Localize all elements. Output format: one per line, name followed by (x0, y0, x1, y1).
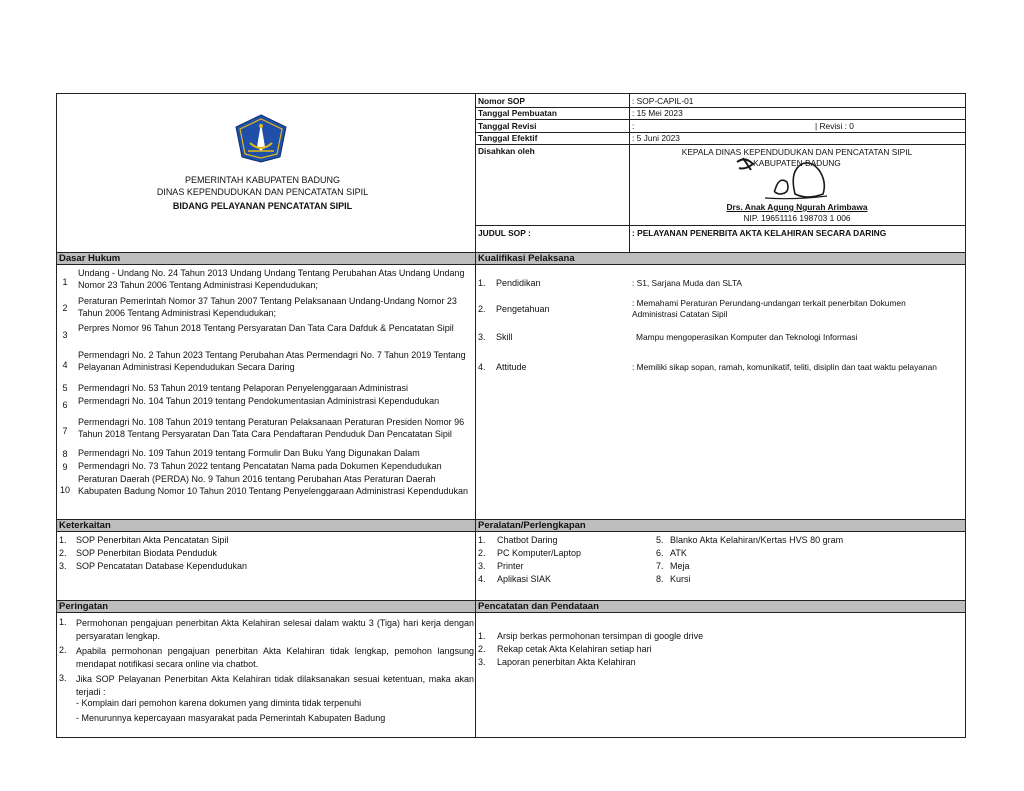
qual-value: : S1, Sarjana Muda dan SLTA (632, 278, 743, 288)
law-number: 9 (62, 462, 68, 472)
law-item: Permendagri No. 53 Tahun 2019 tentang Pelaporan Penyelenggaraan Administrasi (78, 383, 409, 393)
related-number: 3. (59, 561, 67, 571)
equipment-item: ATK (670, 548, 687, 558)
law-item: Permendagri No. 104 Tahun 2019 tentang Pendokumentasian Administrasi Kependudukan (78, 396, 440, 406)
equipment-number: 4. (478, 574, 486, 584)
equipment-number: 5. (656, 535, 664, 545)
pencatatan-header: Pencatatan dan Pendataan (476, 600, 965, 613)
meta-row-line (476, 144, 965, 145)
record-item: Arsip berkas permohonan tersimpan di google drive (497, 631, 704, 641)
warning-consequence: - Komplain dari pemohon karena dokumen yang diminta tidak terpenuhi (76, 698, 362, 708)
equipment-number: 3. (478, 561, 486, 571)
kualifikasi-header: Kualifikasi Pelaksana (476, 252, 965, 265)
qual-number: 4. (478, 362, 486, 372)
related-number: 2. (59, 548, 67, 558)
record-item: Laporan penerbitan Akta Kelahiran (497, 657, 636, 667)
disahkan-line-2: KABUPATEN BADUNG (753, 158, 841, 168)
judul-value: : PELAYANAN PENERBITA AKTA KELAHIRAN SECARA DARING (632, 228, 887, 238)
keterkaitan-header: Keterkaitan (57, 519, 475, 532)
law-number: 4 (62, 360, 68, 370)
column-divider (475, 94, 476, 737)
judul-label: JUDUL SOP : (478, 228, 531, 238)
equipment-item: Kursi (670, 574, 691, 584)
warning-consequence: - Menurunnya kepercayaan masyarakat pada Pemerintah Kabupaten Badung (76, 713, 386, 723)
pembuatan-value: : 15 Mei 2023 (632, 108, 683, 118)
qual-number: 2. (478, 304, 486, 314)
equipment-item: Blanko Akta Kelahiran/Kertas HVS 80 gram (670, 535, 844, 545)
revisi-label: Tanggal Revisi (478, 121, 537, 131)
law-item: Perpres Nomor 96 Tahun 2018 Tentang Persyaratan Dan Tata Cara Dafduk & Pencatatan Sipil (78, 323, 454, 333)
efektif-value: : 5 Juni 2023 (632, 133, 680, 143)
signature-icon (735, 154, 835, 202)
law-item: Undang - Undang No. 24 Tahun 2013 Undang Undang Tentang Perubahan Atas Undang Undang Nomor 23 Tahun 2006 Tentang Administrasi Kependudukan; (78, 268, 465, 290)
record-number: 1. (478, 631, 486, 641)
equipment-item: Aplikasi SIAK (497, 574, 552, 584)
related-number: 1. (59, 535, 67, 545)
record-number: 3. (478, 657, 486, 667)
org-line-2: DINAS KEPENDUDUKAN DAN PENCATATAN SIPIL (156, 187, 369, 197)
peringatan-header: Peringatan (57, 600, 475, 613)
pembuatan-label: Tanggal Pembuatan (478, 108, 557, 118)
nomor-label: Nomor SOP (478, 96, 525, 106)
warning-number: 2. (59, 645, 67, 655)
signer-nip: NIP. 19651116 198703 1 006 (743, 213, 851, 223)
equipment-item: Meja (670, 561, 690, 571)
related-sop: SOP Penerbitan Biodata Penduduk (76, 548, 217, 558)
disahkan-line-1: KEPALA DINAS KEPENDUDUKAN DAN PENCATATAN SIPIL (681, 147, 913, 157)
qual-label: Pengetahuan (496, 304, 550, 314)
signer-name: Drs. Anak Agung Ngurah Arimbawa (726, 202, 868, 212)
nomor-value: : SOP-CAPIL-01 (632, 96, 694, 106)
law-item: Peraturan Daerah (PERDA) No. 9 Tahun 2016 tentang Perubahan Atas Peraturan Daerah Kabupaten Badung Nomor 10 Tahun 2010 Tentang Penyelenggaraan Administrasi Kependudukan (78, 474, 468, 496)
related-sop: SOP Pencatatan Database Kependudukan (76, 561, 247, 571)
law-number: 3 (62, 330, 68, 340)
law-item: Permendagri No. 73 Tahun 2022 tentang Pencatatan Nama pada Dokumen Kependudukan (78, 461, 442, 471)
qual-value: : Memahami Peraturan Perundang-undangan terkait penerbitan Dokumen Administrasi Catatan Sipil (632, 298, 906, 319)
efektif-label: Tanggal Efektif (478, 133, 538, 143)
revisi-number: | Revisi : 0 (815, 121, 854, 131)
law-number: 1 (62, 277, 68, 287)
meta-divider (629, 94, 630, 253)
disahkan-label: Disahkan oleh (478, 146, 535, 156)
warning-item: Jika SOP Pelayanan Penerbitan Akta Kelahiran tidak dilaksanakan sesuai ketentuan, maka akan terjadi : (76, 674, 474, 697)
law-item: Permendagri No. 109 Tahun 2019 tentang Formulir Dan Buku Yang Digunakan Dalam (78, 448, 420, 458)
meta-row-line (476, 119, 965, 120)
warning-number: 1. (59, 617, 67, 627)
law-number: 7 (62, 426, 68, 436)
equipment-number: 7. (656, 561, 664, 571)
law-number: 8 (62, 449, 68, 459)
qual-label: Pendidikan (496, 278, 541, 288)
meta-row-line (476, 225, 965, 226)
qual-label: Skill (496, 332, 513, 342)
record-item: Rekap cetak Akta Kelahiran setiap hari (497, 644, 652, 654)
equipment-item: PC Komputer/Laptop (497, 548, 582, 558)
qual-label: Attitude (496, 362, 527, 372)
law-number: 5 (62, 383, 68, 393)
equipment-number: 6. (656, 548, 664, 558)
qual-value: : Memiliki sikap sopan, ramah, komunikatif, teliti, disiplin dan taat waktu pelayanan (632, 362, 937, 372)
equipment-number: 1. (478, 535, 486, 545)
law-number: 10 (60, 485, 71, 495)
revisi-value: : (632, 121, 635, 131)
qual-value: Mampu mengoperasikan Komputer dan Teknologi Informasi (636, 332, 858, 342)
warning-item: Permohonan pengajuan penerbitan Akta Kelahiran selesai dalam waktu 3 (Tiga) hari kerja dengan persyaratan lengkap. (76, 618, 474, 641)
equipment-number: 8. (656, 574, 664, 584)
law-number: 2 (62, 303, 68, 313)
law-item: Peraturan Pemerintah Nomor 37 Tahun 2007 Tentang Pelaksanaan Undang-Undang Nomor 23 Tahun 2006 Tentang Administrasi Kependudukan; (78, 296, 457, 318)
badung-emblem-icon (234, 113, 288, 163)
dasar-hukum-header: Dasar Hukum (57, 252, 475, 265)
record-number: 2. (478, 644, 486, 654)
law-item: Permendagri No. 2 Tahun 2023 Tentang Perubahan Atas Permendagri No. 7 Tahun 2019 Tentang Pelayanan Administrasi Kependudukan Secara Daring (78, 350, 466, 372)
org-line-3: BIDANG PELAYANAN PENCATATAN SIPIL (172, 201, 353, 211)
equipment-item: Printer (497, 561, 524, 571)
equipment-item: Chatbot Daring (497, 535, 558, 545)
peralatan-header: Peralatan/Perlengkapan (476, 519, 965, 532)
meta-row-line (476, 132, 965, 133)
equipment-number: 2. (478, 548, 486, 558)
warning-item: Apabila permohonan pengajuan penerbitan Akta Kelahiran tidak lengkap, pemohon langsung mendapat notifikasi secara online via chatbot. (76, 646, 474, 669)
warning-number: 3. (59, 673, 67, 683)
qual-number: 3. (478, 332, 486, 342)
org-line-1: PEMERINTAH KABUPATEN BADUNG (184, 175, 341, 185)
law-item: Permendagri No. 108 Tahun 2019 tentang Peraturan Pelaksanaan Peraturan Presiden Nomor 96 Tahun 2018 Tentang Persyaratan Dan Tata Cara Pendaftaran Penduduk Dan Pencatatan Sipil (78, 417, 465, 439)
qual-number: 1. (478, 278, 486, 288)
law-number: 6 (62, 400, 68, 410)
related-sop: SOP Penerbitan Akta Pencatatan Sipil (76, 535, 229, 545)
